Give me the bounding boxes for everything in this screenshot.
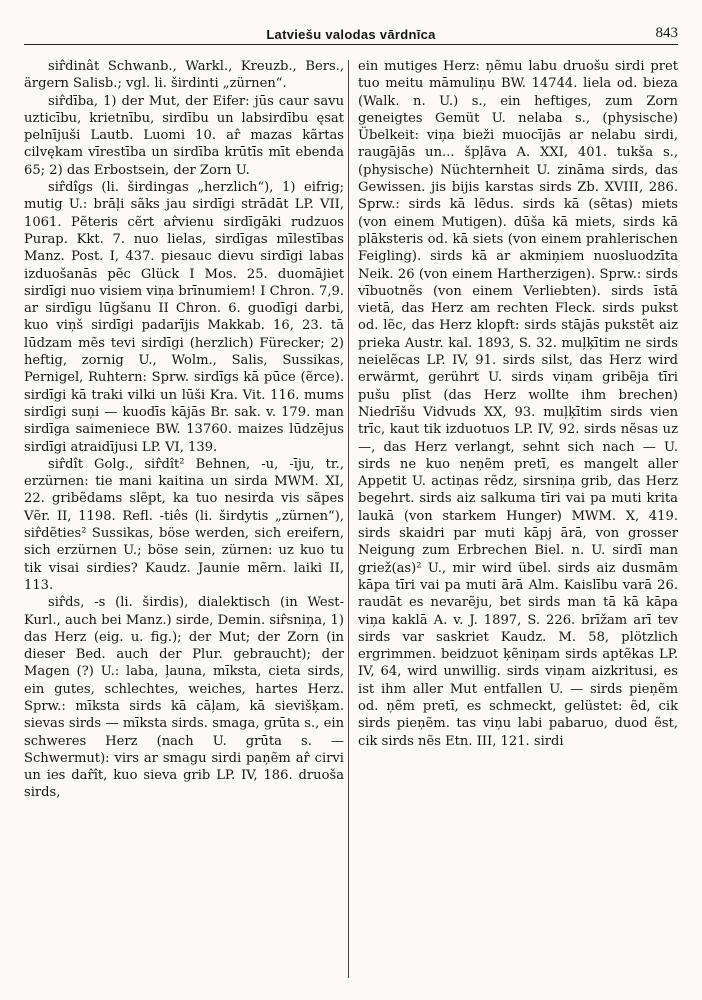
entry-sirdiba: sir̂dība, 1) der Mut, der Eifer: jūs caur savu uzticību, krietnību, sirdību un labsirdību ęsat pelnījuši Lautb. Luomi 10. ar̂ mazas kãrtas cilvękam vīrestība un sirdība krūtīs mīt ebenda 65; 2) das Erbostsein, der Zorn U. — [24, 93, 344, 178]
left-column — [24, 58, 344, 983]
column-divider — [348, 60, 349, 978]
header-rule — [24, 44, 678, 45]
entry-sirdinat: sir̂dinât Schwanb., Warkl., Kreuzb., Bers., ärgern Salisb.; vgl. li. širdinti „zürnen“. — [24, 59, 344, 92]
entry-sirds: sir̂ds, -s (li. širdis), dialektisch (in West-Kurl., auch bei Manz.) sirde, Demin. sir̂sniņa, 1) das Herz (eig. u. fig.); der Mut; der Zorn (in dieser Bed. auch der Plur. gebraucht); der Magen (?) U.: laba, ļauna, mīksta, cieta sirds, ein gutes, schlechtes, weiches, hartes Herz. Sprw.: mīksta sirds kā cāļam, kā sievišķam. sievas sirds — mīksta sirds. smaga, grūta s., ein schweres Herz (nach U. grūta s. — Schwermut): virs ar smagu sirdi paņẽm ar̂ cirvi un ies dar̂ît, kuo sieva grib LP. IV, 186. druoša sirds, — [24, 595, 344, 801]
page-number: 843 — [655, 25, 678, 41]
entry-sirdit: sir̂dît Golg., sir̂dît² Behnen, -u, -īju, tr., erzürnen: tie mani kaitina un sirda MWM. XI, 22. gribẽdams slẽpt, ka tuo nesirda vis sãpes Vẽr. II, 1198. Refl. -tiês (li. širdytis „zürnen“), sir̂dẽties² Sussikas, böse werden, sich ereifern, sich erzürnen U.; böse sein, zürnen: uz kuo tu tik visai sirdies? Kaudz. Jaunie mẽrn. laiki II, 113. — [24, 456, 344, 593]
right-column — [358, 58, 678, 983]
entry-sirds-continued: ein mutiges Herz: ņẽmu labu druošu sirdi pret tuo meitu māmuliņu BW. 14744. liela od. bieza (Walk. n. U.) s., ein heftiges, zum Zorn geneigtes Gemüt U. nelaba s., (physische) Übelkeit: viņa bieži muocījās ar nelabu sirdi, raugājās un... špļãva A. XXI, 401. tukša s., (physische) Nüchternheit U. zināma sirds, das Gewissen. jis bijis karstas sirds Zb. XVIII, 286. Sprw.: sirds kā lẽdus. sirds kā (sẽtas) miets (von einem Mutigen). dūša kā miets, sirds kā plāksteris od. kā siets (von einem prahlerischen Feigling). sirds kā ar akmiņiem nuosluodzīta Neik. 26 (von einem Hartherzigen). Sprw.: sirds vībuotnẽs (von einem Verliebten). sirds īstā vietā, das Herz am rechten Fleck. sirds pukst od. lẽc, das Herz klopft: sirds stājās pukstẽt aiz prieka Austr. kal. 1893, S. 32. muļķītim ne sirds neielẽcas LP. IV, 91. sirds silst, das Herz wird erwärmt, gerührt U. sirds viņam gribẽja tīri pušu plīst (das Herz wollte ihm brechen) Niedrīšu Vidvuds XX, 93. muļķītim sirds vien trīc, kaut tik izduotuos LP. IV, 92. sirds nẽsas uz —, das Herz verlangt, sehnt sich nach — U. sirds ne kuo neņẽm pretī, es mangelt aller Appetit U. actiņas rẽdz, sirsniņa grib, das Herz begehrt. sirds aiz salkuma tīri vai pa muti krita laukā (von starkem Hunger) MWM. X, 419. sirds skaidri par muti kāpj ārā, von grosser Neigung zum Erbrechen Biel. n. U. sirdī man griež(as)² U., mir wird übel. sirds aiz dusmām kāpa tīri vai pa muti ārā Alm. Kaislību varā 26. raudāt es nevarẽju, bet sirds man tā kā kāpa viņa kaklā A. v. J. 1897, S. 226. brīžam arī tev sirds var saskriet Kaudz. M. 58, plötzlich ergrimmen. beidzuot ķẽniņam sirds aptẽkas LP. IV, 64, wird unwillig. sirds viņam aizkritusi, es ist ihm aller Mut entfallen U. — sirds pieņẽm od. ņẽm pretī, es schmeckt, gelüstet: ẽd, cik sirds pieņẽm. tas viņu labi pabaruo, duod ẽst, cik sirds nẽs Etn. III, 121. sirdi — [358, 59, 678, 749]
entry-sirdigs: sir̂dîgs (li. širdingas „herzlich“), 1) eifrig; mutig U.: brāļi sãks jau sirdīgi strādāt LP. VII, 1061. Pẽteris cẽrt ar̂vienu sirdīgāki rudzuos Purap. Kkt. 7. nuo lielas, sirdīgas mīlestības Manz. Post. I, 437. piesauc dievu sirdīgi labas izduošanās pẽc Glück I Mos. 25. duomājiet sirdīgi nuo visiem viņa brīnumiem! I Chron. 7,9. ar sirdīgu lūgšanu II Chron. 6. guodīgi darbi, kuo viņš sirdīgi padarījis Makkab. 16, 23. tā lūdzam mẽs tevi sirdīgi (herzlich) Fürecker; 2) heftig, zornig U., Wolm., Salis, Sussikas, Pernigel, Ruhtern: Sprw. sirdīgs kā pūce (ẽrce). sirdīgi kā traki vilki un lūši Kra. Vit. 116. mums sirdīgi suņi — kuodīs kājās Br. sak. v. 179. man sirdīga saimeniece BW. 13760. maizes lūdzējus sirdīgi atraidījusi LP. VI, 139. — [24, 180, 344, 455]
page-header — [24, 22, 678, 42]
running-title: Latviešu valodas vārdnīca — [266, 27, 436, 42]
